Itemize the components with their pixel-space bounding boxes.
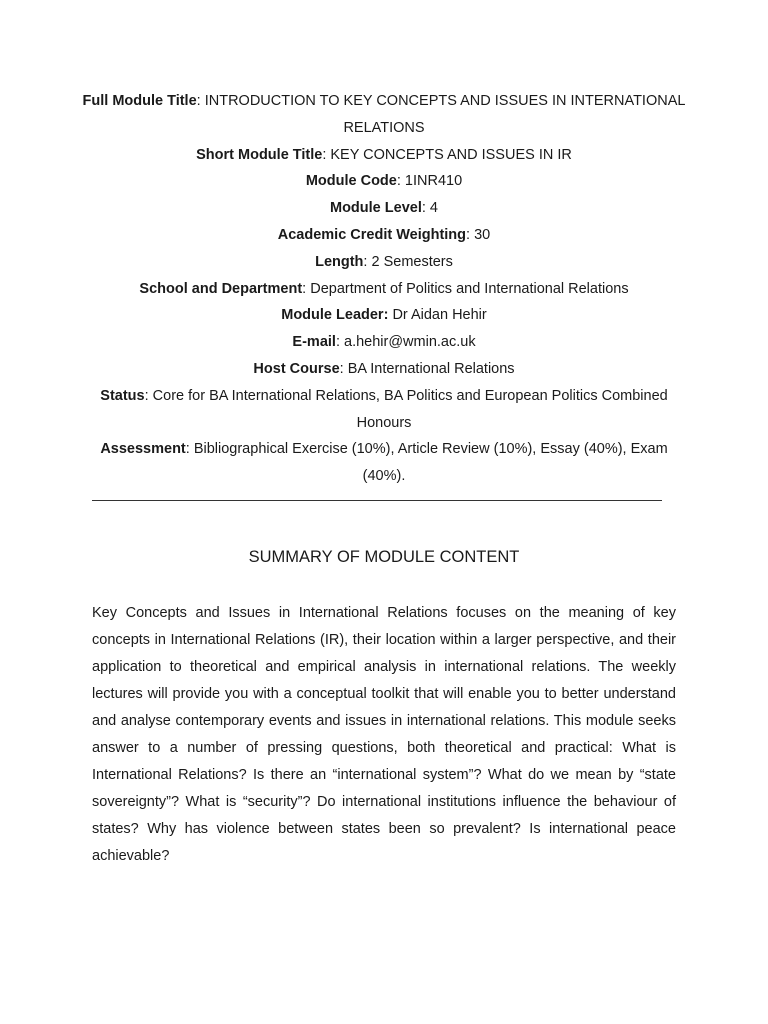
field-separator: : [144, 387, 153, 404]
field-label: Host Course [253, 360, 340, 377]
field-separator: : [421, 200, 430, 217]
field-label: Status [100, 387, 145, 404]
summary-paragraph: Key Concepts and Issues in International Relations focuses on the meaning of key concepts in International Relations (IR), their location within a larger perspective, and their application to theoretical and empirical analysis in international relations. The weekly lectures will provide you with a conceptual toolkit that will enable you to better understand and analyse contemporary events and issues in international relations. This module seeks answer to a number of pressing questions, both theoretical and practical: What is International Relations? Is there an “international system”? What do we mean by “state sovereignty”? What is “security”? Do international institutions influence the behaviour of states? Why has violence between states been so prevalent? Is international peace achievable? [92, 605, 676, 864]
field-value: 4 [429, 200, 438, 217]
field-separator: : [363, 253, 372, 270]
field-value: 1INR410 [404, 173, 463, 190]
field-value: a.hehir@wmin.ac.uk [344, 334, 476, 351]
field-value: 2 Semesters [371, 253, 453, 270]
field-module-code [80, 168, 688, 195]
field-separator: : [185, 441, 194, 458]
field-academic-credit-weighting [80, 222, 688, 249]
field-email [80, 329, 688, 356]
field-value: KEY CONCEPTS AND ISSUES IN IR [330, 146, 572, 163]
field-label: Assessment [100, 441, 186, 458]
field-host-course [80, 356, 688, 383]
summary-heading: SUMMARY OF MODULE CONTENT [248, 548, 520, 566]
field-module-level [80, 195, 688, 222]
field-label: School and Department [139, 280, 303, 297]
field-school-and-department [80, 276, 688, 303]
field-assessment [80, 436, 688, 490]
field-separator: : [396, 173, 405, 190]
field-value: Dr Aidan Hehir [392, 307, 487, 324]
field-separator: : [196, 93, 205, 109]
field-label: Length [315, 253, 364, 270]
field-value: Core for BA International Relations, BA Politics and European Politics Combined Honours [152, 387, 668, 431]
field-value: INTRODUCTION TO KEY CONCEPTS AND ISSUES IN INTERNATIONAL RELATIONS [204, 93, 686, 136]
field-length [80, 249, 688, 276]
field-separator: : [335, 334, 344, 351]
field-label: Module Level [330, 200, 422, 217]
field-label: Module Code [305, 173, 397, 190]
field-label: Academic Credit Weighting [277, 226, 467, 243]
field-label: Module Leader: [281, 307, 389, 324]
field-label: Short Module Title [196, 146, 323, 163]
field-separator: : [302, 280, 311, 297]
field-separator: : [466, 226, 475, 243]
field-label: Full Module Title [82, 93, 197, 109]
field-separator: : [339, 360, 348, 377]
field-value: Bibliographical Exercise (10%), Article Review (10%), Essay (40%), Exam (40%). [193, 441, 668, 485]
field-status [80, 383, 688, 437]
field-short-module-title [80, 142, 688, 169]
horizontal-rule [92, 500, 662, 501]
module-details [80, 88, 688, 490]
field-value: Department of Politics and International Relations [310, 280, 629, 297]
field-full-module-title [80, 88, 688, 142]
field-value: BA International Relations [347, 360, 515, 377]
field-separator: : [322, 146, 331, 163]
field-module-leader [80, 302, 688, 329]
field-label: E-mail [292, 334, 336, 351]
field-value: 30 [474, 226, 491, 243]
